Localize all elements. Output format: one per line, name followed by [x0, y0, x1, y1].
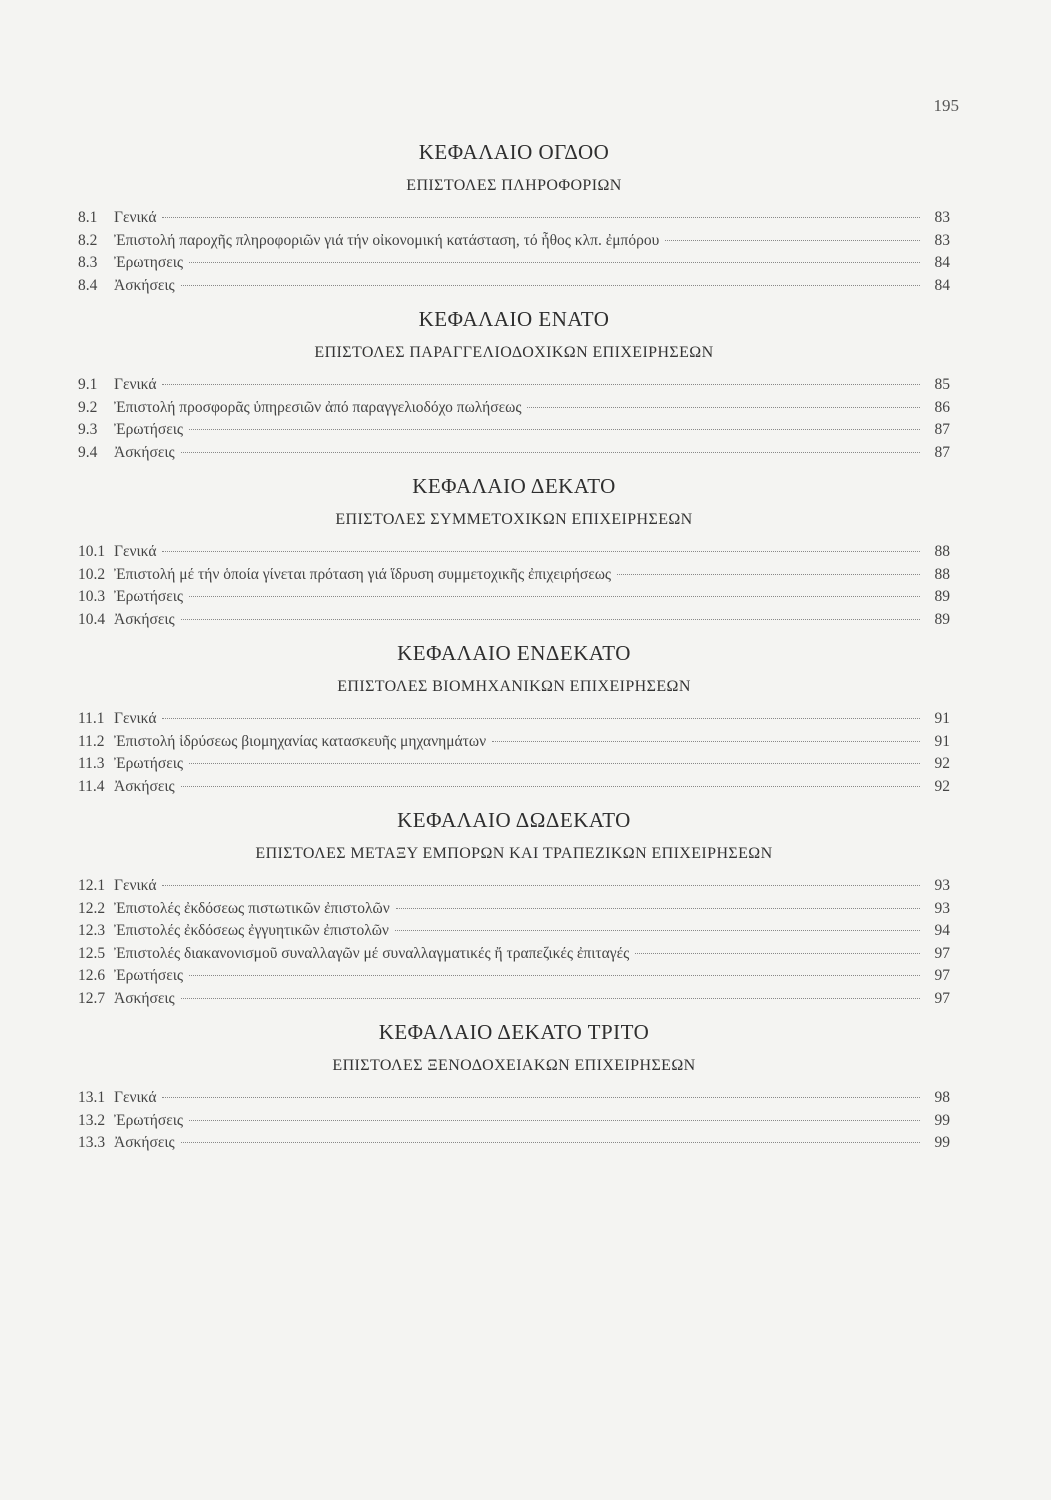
- toc-entry: [78, 275, 950, 298]
- toc-entry-title: Ἐπιστολή προσφορᾶς ὑπηρεσιῶν ἀπό παραγγελιοδόχο πωλήσεως: [114, 398, 522, 416]
- chapter-section: [78, 474, 950, 631]
- toc-entry-title: Γενικά: [114, 710, 157, 727]
- toc-entry-page: 85: [934, 376, 950, 393]
- toc-entry-title: Ἐρωτήσεις: [114, 1111, 184, 1129]
- toc-entry: [78, 875, 950, 898]
- toc-entry-number: 12.1: [78, 877, 106, 894]
- dot-leader: [162, 384, 920, 385]
- toc-entry-list: [78, 875, 950, 1010]
- toc-entry: [78, 419, 950, 442]
- toc-entry: [78, 541, 950, 564]
- toc-entry-title: Ἐπιστολές ἐκδόσεως ἐγγυητικῶν ἐπιστολῶν: [114, 922, 389, 939]
- toc-entry-page: 92: [934, 755, 950, 772]
- toc-entry-number: 12.3: [78, 922, 106, 939]
- toc-entry-page: 97: [934, 944, 950, 962]
- toc-entry-number: 13.1: [78, 1089, 106, 1106]
- chapter-title: ΚΕΦΑΛΑΙΟ ΔΕΚΑΤΟ ΤΡΙΤΟ: [378, 1020, 650, 1044]
- toc-entry-number: 11.3: [78, 755, 105, 772]
- toc-entry: [78, 943, 950, 966]
- dot-leader: [189, 596, 920, 597]
- toc-entry: [78, 397, 950, 420]
- toc-entry-title: Ἐπιστολή ἱδρύσεως βιομηχανίας κατασκευῆς μηχανημάτων: [114, 732, 487, 750]
- toc-entry-page: 83: [934, 209, 950, 226]
- chapter-title: ΚΕΦΑΛΑΙΟ ΟΓΔΟΟ: [418, 140, 610, 164]
- toc-entry-page: 92: [934, 777, 950, 795]
- toc-entry-title: Ἀσκήσεις: [114, 989, 175, 1007]
- dot-leader: [617, 574, 920, 575]
- dot-leader: [162, 551, 920, 552]
- toc-entry-title: Ἀσκήσεις: [114, 777, 175, 795]
- toc-entry-page: 84: [934, 254, 950, 271]
- dot-leader: [189, 429, 920, 430]
- toc-entry-number: 13.3: [78, 1134, 106, 1151]
- dot-leader: [189, 1120, 920, 1121]
- toc-entry: [78, 252, 950, 275]
- toc-entry-title: Ἐπιστολή παροχῆς πληροφοριῶν γιά τήν οἰκονομική κατάσταση, τό ἦθος κλπ. ἐμπόρου: [114, 231, 660, 249]
- toc-entry-title: Ἀσκήσεις: [114, 443, 175, 461]
- toc-entry-list: [78, 541, 950, 631]
- toc-entry: [78, 988, 950, 1011]
- toc-entry-list: [78, 374, 950, 464]
- toc-entry: [78, 1110, 950, 1133]
- toc-entry: [78, 708, 950, 731]
- chapter-section: [78, 307, 950, 464]
- toc-entry-number: 10.3: [78, 588, 106, 605]
- chapter-subtitle: ΕΠΙΣΤΟΛΕΣ ΣΥΜΜΕΤΟΧΙΚΩΝ ΕΠΙΧΕΙΡΗΣΕΩΝ: [335, 511, 693, 528]
- toc-entry-page: 93: [934, 877, 950, 894]
- toc-entry-title: Ἀσκήσεις: [114, 276, 175, 294]
- toc-entry: [78, 776, 950, 799]
- toc-entry-number: 12.7: [78, 989, 106, 1007]
- toc-entry: [78, 374, 950, 397]
- toc-entry-title: Γενικά: [114, 543, 157, 560]
- toc-entry-number: 12.5: [78, 944, 106, 962]
- toc-entry-number: 8.1: [78, 209, 98, 226]
- toc-entry-page: 99: [934, 1111, 950, 1129]
- toc-entry-page: 89: [934, 588, 950, 605]
- toc-entry-page: 94: [934, 922, 950, 939]
- chapter-section: [78, 140, 950, 297]
- toc-entry-number: 11.1: [78, 710, 105, 727]
- toc-entry-page: 87: [934, 443, 950, 461]
- dot-leader: [162, 885, 920, 886]
- toc-entry-number: 9.1: [78, 376, 98, 393]
- dot-leader: [395, 930, 920, 931]
- chapter-subtitle: ΕΠΙΣΤΟΛΕΣ ΒΙΟΜΗΧΑΝΙΚΩΝ ΕΠΙΧΕΙΡΗΣΕΩΝ: [337, 678, 691, 695]
- toc-entry: [78, 207, 950, 230]
- chapter-title: ΚΕΦΑΛΑΙΟ ΔΩΔΕΚΑΤΟ: [397, 808, 631, 832]
- toc-entry: [78, 898, 950, 921]
- toc-entry-page: 93: [934, 899, 950, 917]
- toc-entry-number: 9.3: [78, 421, 98, 438]
- toc-entry-number: 9.2: [78, 398, 98, 416]
- dot-leader: [162, 718, 920, 719]
- toc-entry-title: Γενικά: [114, 1089, 157, 1106]
- chapter-title: ΚΕΦΑΛΑΙΟ ΕΝΑΤΟ: [418, 307, 610, 331]
- toc-entry-title: Ἐρωτήσεις: [114, 588, 184, 605]
- toc-entry-number: 8.3: [78, 254, 98, 271]
- toc-entry: [78, 230, 950, 253]
- chapter-subtitle: ΕΠΙΣΤΟΛΕΣ ΠΛΗΡΟΦΟΡΙΩΝ: [406, 177, 622, 194]
- toc-entry-title: Ἐρωτησεις: [114, 254, 184, 271]
- toc-entry: [78, 1087, 950, 1110]
- toc-entry-page: 99: [934, 1134, 950, 1151]
- toc-entry-title: Ἐπιστολές διακανονισμοῦ συναλλαγῶν μέ συναλλαγματικές ἤ τραπεζικές ἐπιταγές: [114, 944, 630, 962]
- dot-leader: [181, 619, 920, 620]
- toc-entry-page: 89: [934, 610, 950, 628]
- toc-entry: [78, 920, 950, 943]
- dot-leader: [162, 1097, 920, 1098]
- toc-entry-number: 11.2: [78, 732, 105, 750]
- toc-entry-title: Ἐπιστολή μέ τήν ὁποία γίνεται πρόταση γιά ἵδρυση συμμετοχικῆς ἐπιχειρήσεως: [114, 565, 612, 583]
- toc-entry: [78, 1132, 950, 1155]
- toc-entry: [78, 586, 950, 609]
- toc-entry-page: 97: [934, 967, 950, 984]
- toc-entry-number: 12.6: [78, 967, 106, 984]
- table-of-contents: [78, 130, 950, 1161]
- toc-entry-number: 13.2: [78, 1111, 106, 1129]
- toc-entry: [78, 442, 950, 465]
- toc-entry-title: Ἐρωτήσεις: [114, 967, 184, 984]
- toc-entry: [78, 731, 950, 754]
- toc-entry-page: 87: [934, 421, 950, 438]
- toc-entry-title: Ἐρωτήσεις: [114, 755, 184, 772]
- toc-entry-page: 83: [934, 231, 950, 249]
- toc-entry: [78, 965, 950, 988]
- toc-entry-number: 10.2: [78, 565, 106, 583]
- toc-entry-page: 88: [934, 565, 950, 583]
- toc-entry: [78, 609, 950, 632]
- toc-entry-title: Ἐπιστολές ἐκδόσεως πιστωτικῶν ἐπιστολῶν: [114, 899, 390, 917]
- chapter-section: [78, 641, 950, 798]
- chapter-subtitle: ΕΠΙΣΤΟΛΕΣ ΜΕΤΑΞΥ ΕΜΠΟΡΩΝ ΚΑΙ ΤΡΑΠΕΖΙΚΩΝ ΕΠΙΧΕΙΡΗΣΕΩΝ: [255, 845, 773, 862]
- toc-entry-page: 98: [934, 1089, 950, 1106]
- toc-entry: [78, 753, 950, 776]
- toc-entry-list: [78, 1087, 950, 1155]
- toc-entry-page: 86: [934, 398, 950, 416]
- dot-leader: [181, 786, 920, 787]
- toc-entry-number: 10.1: [78, 543, 106, 560]
- toc-entry-page: 91: [934, 732, 950, 750]
- chapter-title: ΚΕΦΑΛΑΙΟ ΕΝΔΕΚΑΤΟ: [397, 641, 631, 665]
- toc-entry-title: Ἀσκήσεις: [114, 610, 175, 628]
- dot-leader: [635, 953, 920, 954]
- dot-leader: [396, 908, 920, 909]
- toc-entry-number: 12.2: [78, 899, 106, 917]
- toc-entry-page: 88: [934, 543, 950, 560]
- toc-entry-list: [78, 207, 950, 297]
- toc-entry-title: Γενικά: [114, 877, 157, 894]
- toc-entry-number: 8.2: [78, 231, 98, 249]
- dot-leader: [189, 262, 920, 263]
- dot-leader: [162, 217, 920, 218]
- dot-leader: [181, 452, 920, 453]
- dot-leader: [181, 998, 920, 999]
- dot-leader: [665, 240, 920, 241]
- chapter-section: [78, 1020, 950, 1155]
- dot-leader: [189, 763, 920, 764]
- toc-entry-title: Ἐρωτήσεις: [114, 421, 184, 438]
- page-number: 195: [933, 96, 959, 115]
- toc-entry-number: 8.4: [78, 276, 98, 294]
- toc-entry-number: 10.4: [78, 610, 106, 628]
- toc-entry-number: 9.4: [78, 443, 98, 461]
- toc-entry-list: [78, 708, 950, 798]
- toc-entry-title: Γενικά: [114, 376, 157, 393]
- toc-entry-number: 11.4: [78, 777, 105, 795]
- chapter-section: [78, 808, 950, 1010]
- dot-leader: [181, 1142, 920, 1143]
- dot-leader: [189, 975, 920, 976]
- dot-leader: [492, 741, 920, 742]
- toc-entry-page: 97: [934, 989, 950, 1007]
- chapter-subtitle: ΕΠΙΣΤΟΛΕΣ ΠΑΡΑΓΓΕΛΙΟΔΟΧΙΚΩΝ ΕΠΙΧΕΙΡΗΣΕΩΝ: [314, 344, 714, 361]
- toc-entry-title: Ἀσκήσεις: [114, 1134, 175, 1151]
- toc-entry-title: Γενικά: [114, 209, 157, 226]
- chapter-subtitle: ΕΠΙΣΤΟΛΕΣ ΞΕΝΟΔΟΧΕΙΑΚΩΝ ΕΠΙΧΕΙΡΗΣΕΩΝ: [332, 1057, 696, 1074]
- dot-leader: [527, 407, 920, 408]
- dot-leader: [181, 285, 920, 286]
- toc-entry-page: 84: [934, 276, 950, 294]
- toc-entry: [78, 564, 950, 587]
- chapter-title: ΚΕΦΑΛΑΙΟ ΔΕΚΑΤΟ: [412, 474, 616, 498]
- toc-entry-page: 91: [934, 710, 950, 727]
